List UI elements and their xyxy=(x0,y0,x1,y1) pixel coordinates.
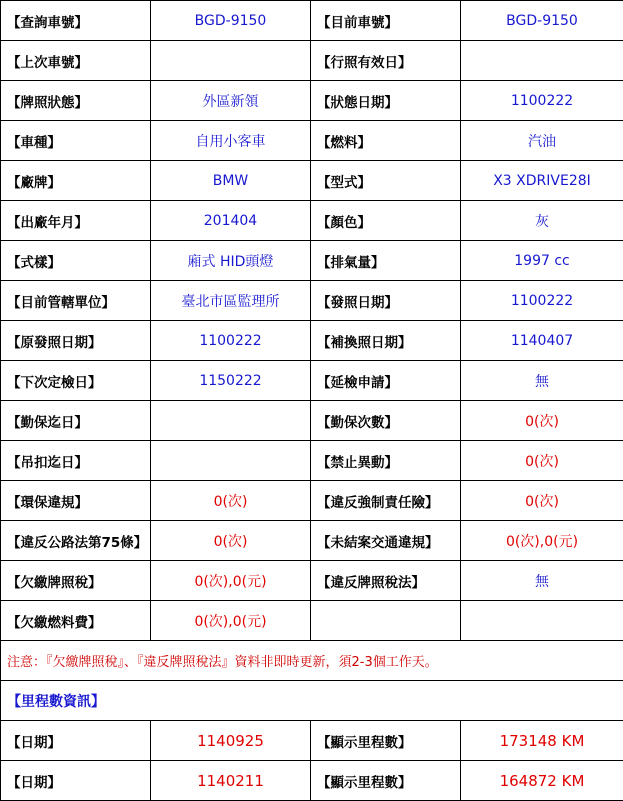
table-row xyxy=(1,441,623,481)
field-label: 【原發照日期】 xyxy=(1,321,151,361)
field-label: 【排氣量】 xyxy=(311,241,461,281)
field-value: 201404 xyxy=(151,201,311,241)
notice-text: 注意：『欠繳牌照稅』、『違反牌照稅法』資料非即時更新，須2-3個工作天。 xyxy=(7,655,438,670)
mileage-date-label: 【日期】 xyxy=(1,721,151,761)
mileage-section-cell xyxy=(1,681,623,721)
field-value: 1100222 xyxy=(461,81,623,121)
field-label: 【未結案交通違規】 xyxy=(311,521,461,561)
mileage-reading-value: 173148 KM xyxy=(461,721,623,761)
field-label: 【牌照狀態】 xyxy=(1,81,151,121)
field-label: 【勤保次數】 xyxy=(311,401,461,441)
field-label xyxy=(311,601,461,641)
mileage-reading-label: 【顯示里程數】 xyxy=(311,761,461,801)
field-label: 【上次車號】 xyxy=(1,41,151,81)
table-row xyxy=(1,521,623,561)
mileage-reading-label: 【顯示里程數】 xyxy=(311,721,461,761)
field-label: 【發照日期】 xyxy=(311,281,461,321)
field-value: 外區新領 xyxy=(151,81,311,121)
field-value xyxy=(461,41,623,81)
field-label: 【狀態日期】 xyxy=(311,81,461,121)
field-label: 【式樣】 xyxy=(1,241,151,281)
mileage-date-value: 1140925 xyxy=(151,721,311,761)
field-label: 【禁止異動】 xyxy=(311,441,461,481)
field-value: 0(次) xyxy=(151,481,311,521)
field-value: X3 XDRIVE28I xyxy=(461,161,623,201)
field-value: 0(次) xyxy=(461,401,623,441)
vehicle-info-body xyxy=(1,1,623,801)
table-row xyxy=(1,281,623,321)
field-value: 無 xyxy=(461,561,623,601)
field-value: 0(次),0(元) xyxy=(151,601,311,641)
field-value: 1997 cc xyxy=(461,241,623,281)
table-row xyxy=(1,561,623,601)
field-value: 1100222 xyxy=(151,321,311,361)
field-value: 1100222 xyxy=(461,281,623,321)
field-value: 0(次),0(元) xyxy=(151,561,311,601)
field-label: 【勤保迄日】 xyxy=(1,401,151,441)
table-row xyxy=(1,1,623,41)
field-value: 臺北市區監理所 xyxy=(151,281,311,321)
field-label: 【違反強制責任險】 xyxy=(311,481,461,521)
field-value: 廂式 HID頭燈 xyxy=(151,241,311,281)
mileage-section-header-row xyxy=(1,681,623,721)
field-value xyxy=(151,41,311,81)
field-value: 1140407 xyxy=(461,321,623,361)
table-row xyxy=(1,81,623,121)
field-label: 【欠繳燃料費】 xyxy=(1,601,151,641)
table-row xyxy=(1,201,623,241)
field-value: BGD-9150 xyxy=(461,1,623,41)
field-label: 【違反公路法第75條】 xyxy=(1,521,151,561)
mileage-reading-value: 164872 KM xyxy=(461,761,623,801)
field-label: 【吊扣迄日】 xyxy=(1,441,151,481)
mileage-section-title: 【里程數資訊】 xyxy=(7,694,105,710)
table-row xyxy=(1,241,623,281)
field-label: 【環保違規】 xyxy=(1,481,151,521)
field-value xyxy=(461,601,623,641)
field-label: 【違反牌照稅法】 xyxy=(311,561,461,601)
table-row xyxy=(1,321,623,361)
field-label: 【目前車號】 xyxy=(311,1,461,41)
field-label: 【型式】 xyxy=(311,161,461,201)
field-value: 灰 xyxy=(461,201,623,241)
field-value: 汽油 xyxy=(461,121,623,161)
field-value: 0(次) xyxy=(461,481,623,521)
field-label: 【廠牌】 xyxy=(1,161,151,201)
field-value: BGD-9150 xyxy=(151,1,311,41)
field-value: 1150222 xyxy=(151,361,311,401)
notice-row xyxy=(1,641,623,681)
field-value: 無 xyxy=(461,361,623,401)
table-row xyxy=(1,41,623,81)
field-label: 【出廠年月】 xyxy=(1,201,151,241)
table-row xyxy=(1,361,623,401)
table-row xyxy=(1,601,623,641)
field-label: 【目前管轄單位】 xyxy=(1,281,151,321)
field-value: 0(次),0(元) xyxy=(461,521,623,561)
table-row xyxy=(1,121,623,161)
field-label: 【下次定檢日】 xyxy=(1,361,151,401)
table-row xyxy=(1,761,623,801)
field-label: 【欠繳牌照稅】 xyxy=(1,561,151,601)
field-label: 【燃料】 xyxy=(311,121,461,161)
field-label: 【延檢申請】 xyxy=(311,361,461,401)
field-label: 【行照有效日】 xyxy=(311,41,461,81)
mileage-date-label: 【日期】 xyxy=(1,761,151,801)
field-value xyxy=(151,441,311,481)
mileage-date-value: 1140211 xyxy=(151,761,311,801)
field-label: 【補換照日期】 xyxy=(311,321,461,361)
field-value: 自用小客車 xyxy=(151,121,311,161)
field-label: 【查詢車號】 xyxy=(1,1,151,41)
table-row xyxy=(1,481,623,521)
table-row xyxy=(1,721,623,761)
notice-cell xyxy=(1,641,623,681)
field-value xyxy=(151,401,311,441)
field-label: 【車種】 xyxy=(1,121,151,161)
field-label: 【顏色】 xyxy=(311,201,461,241)
field-value: 0(次) xyxy=(461,441,623,481)
field-value: 0(次) xyxy=(151,521,311,561)
table-row xyxy=(1,401,623,441)
table-row xyxy=(1,161,623,201)
field-value: BMW xyxy=(151,161,311,201)
